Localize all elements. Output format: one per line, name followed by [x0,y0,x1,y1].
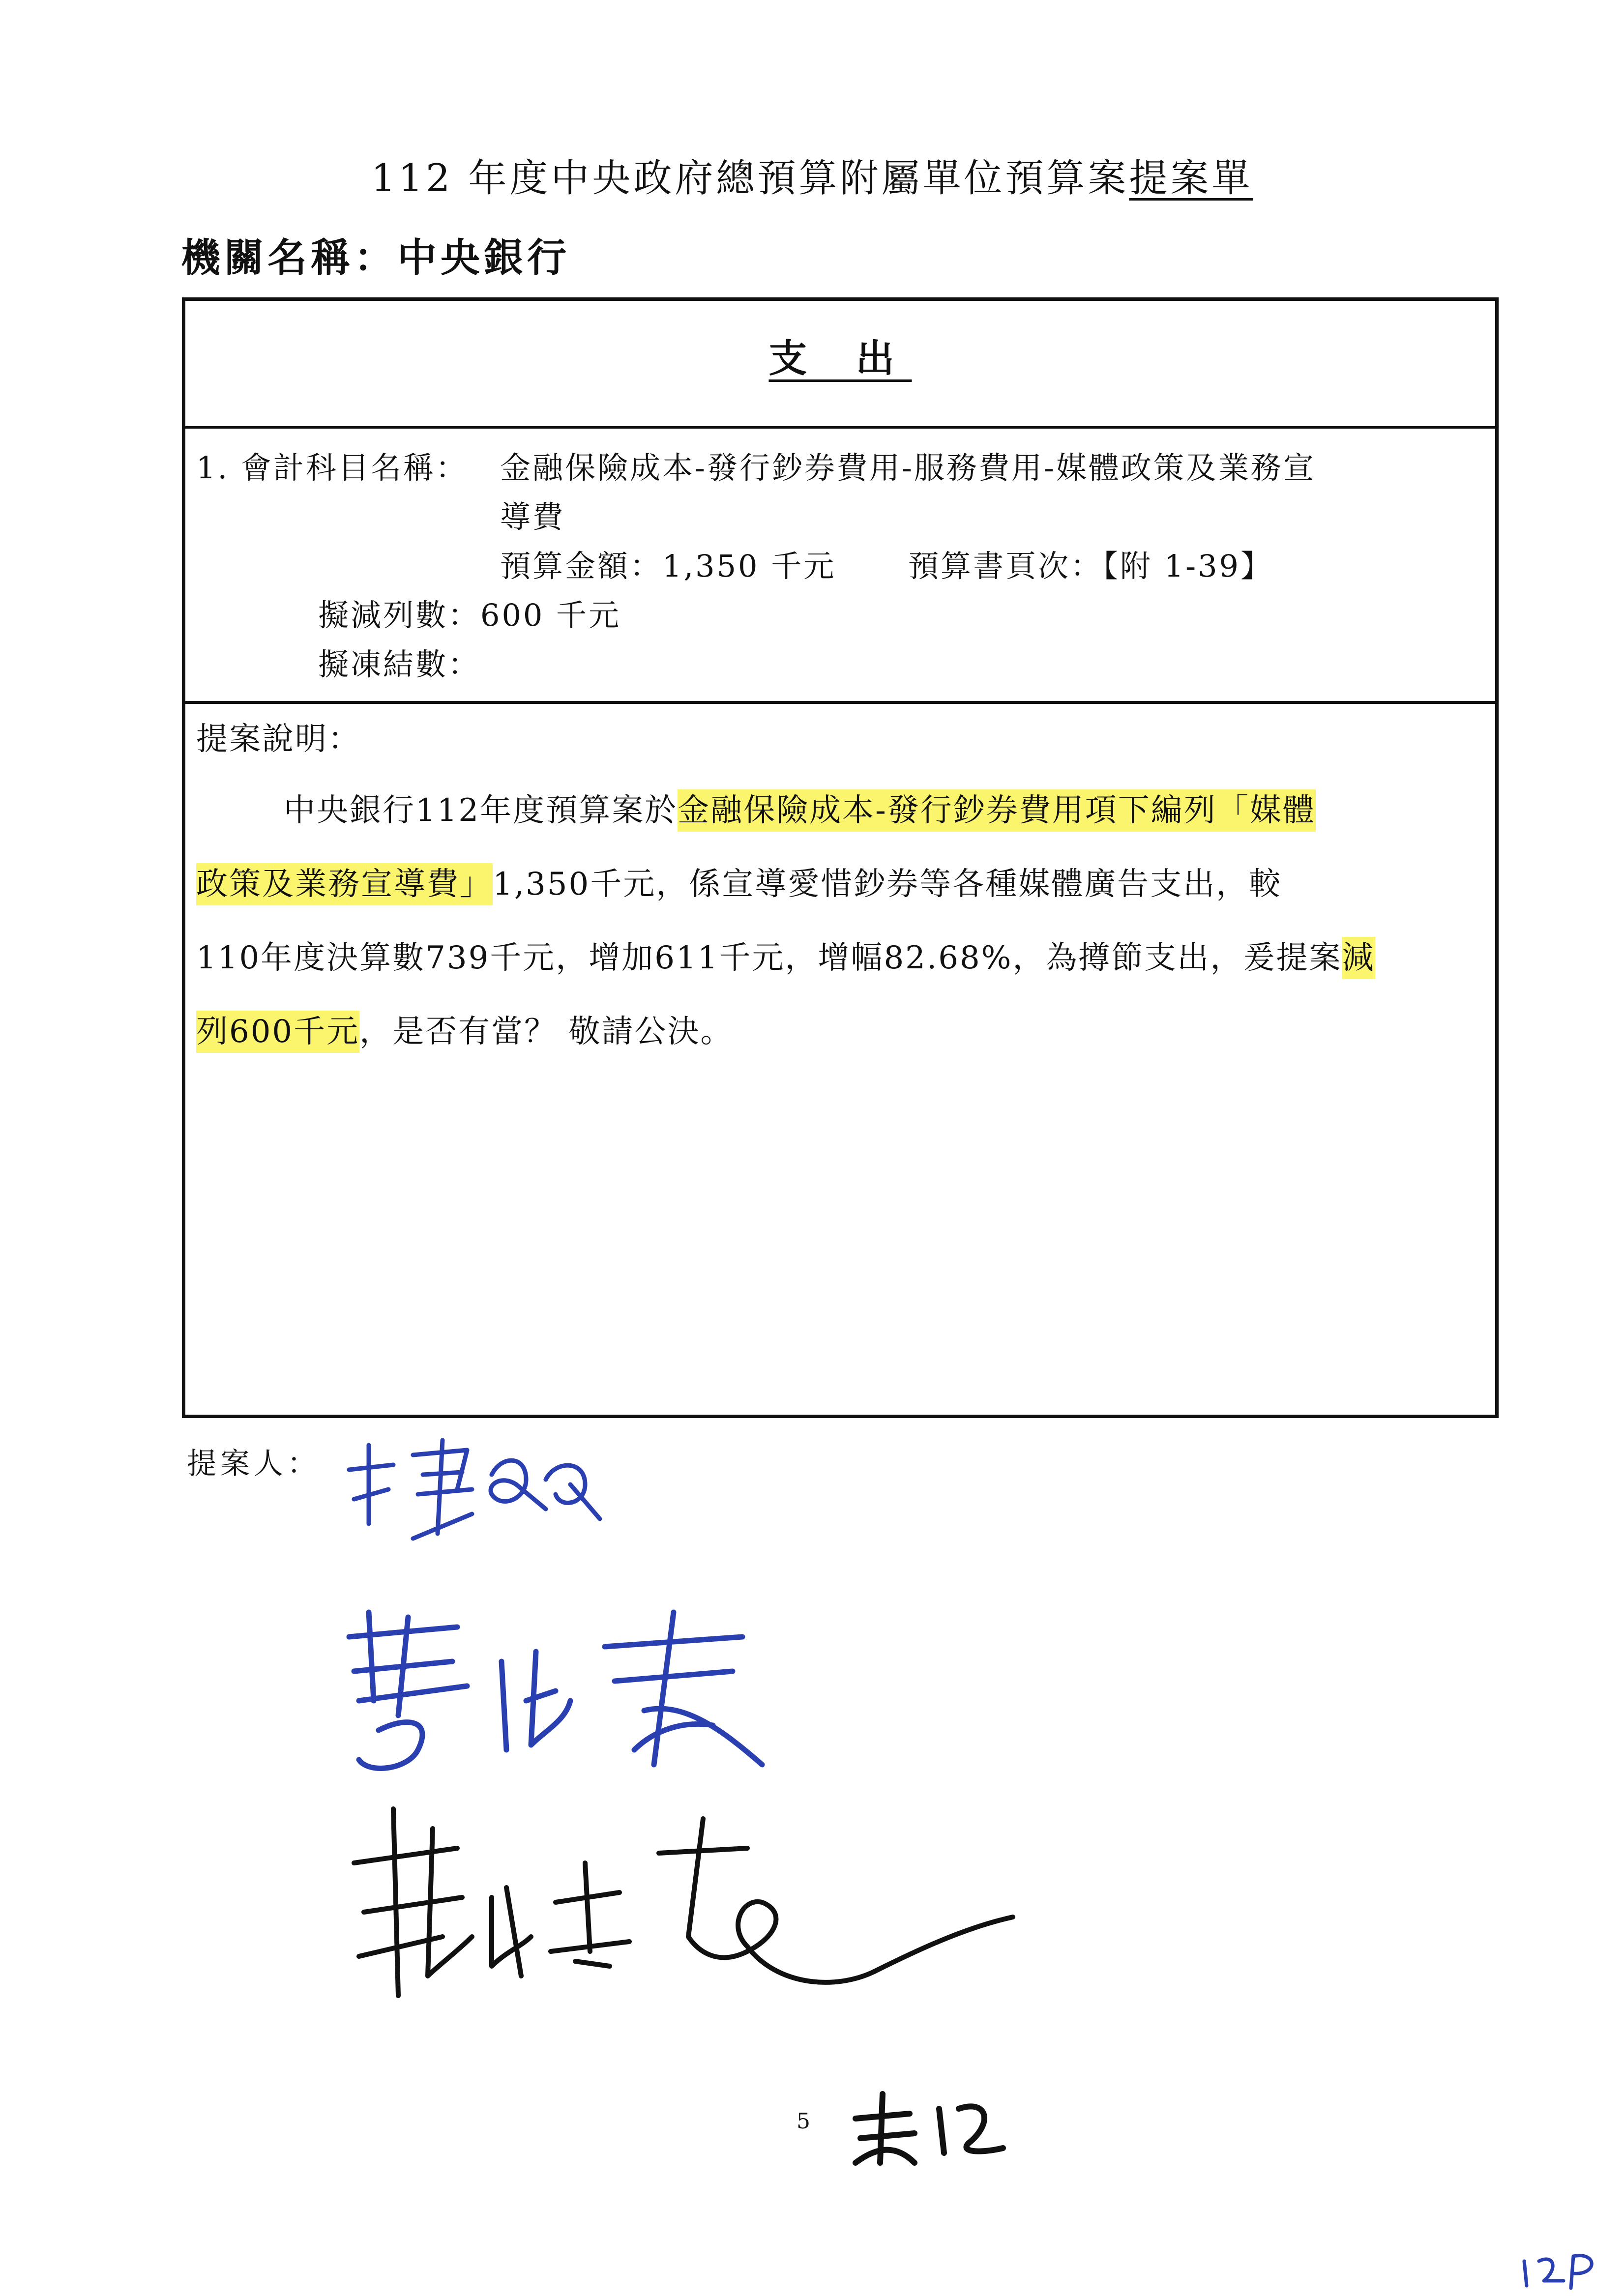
explanation-row [185,704,1495,1417]
signature-1 [339,1425,615,1553]
explanation-line-3: 110年度決算數739千元，增加611千元，增幅82.68%，為撙節支出，爰提案減 [196,932,1375,978]
explanation-line-2: 政策及業務宣導費」1,350千元，係宣導愛惜鈔券等各種媒體廣告支出，較 [196,859,1282,904]
budget-page-ref: 預算書頁次：【附 1-39】 [908,548,1273,584]
signature-2 [339,1602,782,1789]
account-name-line2: 導費 [500,499,565,535]
signature-3 [344,1789,1023,2045]
title-underlined: 提案單 [1129,156,1253,201]
highlight: 金融保險成本-發行鈔券費用項下編列「媒體 [678,789,1316,832]
page-number: 5 [797,2109,810,2134]
explanation-heading: 提案說明： [196,721,361,757]
account-label: 1. 會計科目名稱： [196,450,468,486]
agency-name: 機關名稱：中央銀行 [181,235,570,281]
highlight: 政策及業務宣導費」 [196,863,493,905]
proposer-label: 提案人： [187,1447,321,1481]
proposal-table [182,297,1499,1418]
highlight: 列600千元 [196,1011,359,1053]
budget-amount: 預算金額：1,350 千元 [500,548,836,584]
account-item-row [185,429,1495,704]
title-main: 112 年度中央政府總預算附屬單位預算案 [371,156,1129,201]
handwritten-annotation-bottom [846,2089,1013,2173]
handwritten-annotation-corner [1514,2241,1613,2291]
proposed-freeze: 擬凍結數： [318,646,481,682]
explanation-line-4: 列600千元，是否有當？ 敬請公決。 [196,1006,734,1051]
document-title [0,147,1624,203]
section-title: 支 出 [768,337,912,381]
proposed-cut: 擬減列數：600 千元 [318,597,621,633]
section-header-row [185,301,1495,429]
account-name-line1: 金融保險成本-發行鈔券費用-服務費用-媒體政策及業務宣 [500,450,1316,486]
highlight: 減 [1342,937,1375,979]
explanation-line-1: 中央銀行112年度預算案於金融保險成本-發行鈔券費用項下編列「媒體 [284,785,1316,830]
